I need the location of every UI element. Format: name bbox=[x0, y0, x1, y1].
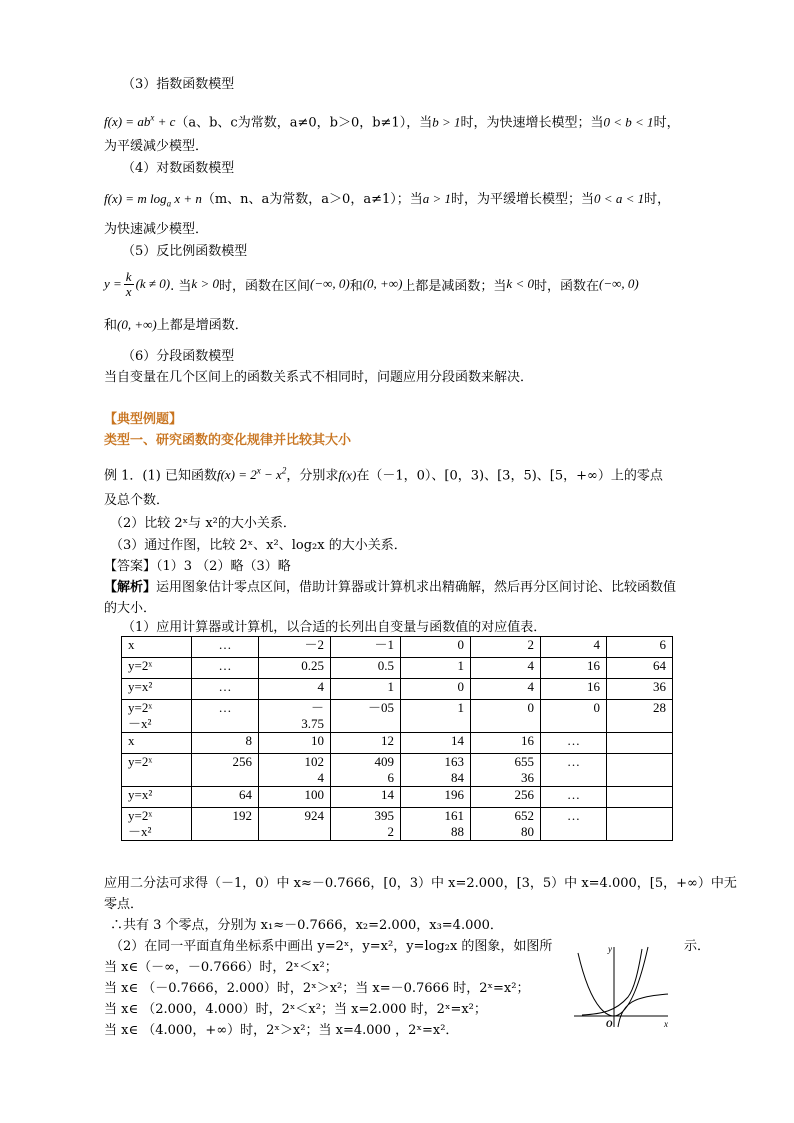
table-cell: 16 bbox=[541, 679, 607, 700]
table-cell: 6 bbox=[607, 637, 673, 658]
table-cell: －05 bbox=[331, 700, 401, 733]
table-cell: －2 bbox=[259, 637, 331, 658]
row-header-cell: y=2ˣ －x² bbox=[122, 808, 192, 841]
type-1-heading: 类型一、研究函数的变化规律并比较其大小 bbox=[104, 433, 352, 448]
example-1-line-2: 及总个数． bbox=[104, 493, 170, 508]
compare-line-2: 当 x∈ （－0.7666，2.000）时，2ˣ＞x²；当 x=－0.7666 时，2ˣ=x²； bbox=[104, 981, 530, 996]
table-cell: －1 bbox=[331, 637, 401, 658]
table-cell: 161 88 bbox=[401, 808, 471, 841]
table-cell: 2 bbox=[471, 637, 541, 658]
log-curve bbox=[618, 994, 668, 1027]
section-3-formula-line: $f(x) = ab^x + c(a$、b、c为常数，a≠0，b＞0，b≠1），当b > 1时，为快速增长模型；当0 < b < 1时， bbox=[104, 113, 680, 131]
analysis-line-2: 的大小． bbox=[104, 601, 157, 616]
table-cell: … bbox=[192, 700, 259, 733]
table-cell: 192 bbox=[192, 808, 259, 841]
table-cell: 0 bbox=[541, 700, 607, 733]
table-cell: 102 4 bbox=[259, 754, 331, 787]
graph-intro: （2）在同一平面直角坐标系中画出 y=2ˣ，y=x²，y=log₂x 的图象，如图所 bbox=[110, 939, 553, 954]
exponential-curve bbox=[582, 949, 642, 1015]
exp-formula: $f(x) = ab^x + c$ bbox=[104, 113, 176, 130]
table-cell: 14 bbox=[331, 787, 401, 808]
table-cell: 0.25 bbox=[259, 658, 331, 679]
row-header-cell: y=x² bbox=[122, 787, 192, 808]
zeros-summary: ∴共有 3 个零点，分别为 x₁≈－0.7666，x₂=2.000，x₃=4.000． bbox=[110, 918, 503, 933]
bisection-line-1: 应用二分法可求得（－1，0）中 x≈－0.7666，[0，3）中 x=2.000，[3，5）中 x=4.000，[5，+∞）中无 bbox=[104, 876, 737, 891]
table-cell bbox=[607, 787, 673, 808]
compare-line-1: 当 x∈（－∞，－0.7666）时，2ˣ＜x²； bbox=[104, 960, 338, 975]
section-6-desc: 当自变量在几个区间上的函数关系式不相同时，问题应用分段函数来解决． bbox=[104, 370, 534, 385]
table-cell: 1 bbox=[401, 658, 471, 679]
table-cell: 163 84 bbox=[401, 754, 471, 787]
row-header-cell: y=2ˣ bbox=[122, 754, 192, 787]
table-cell: 36 bbox=[607, 679, 673, 700]
graph-intro-end: 示． bbox=[684, 939, 711, 954]
table-cell: 256 bbox=[192, 754, 259, 787]
function-graph-figure bbox=[572, 943, 672, 1029]
table-row bbox=[122, 679, 673, 700]
table-cell: － 3.75 bbox=[259, 700, 331, 733]
exp-desc: （a、b、c为常数，a≠0，b＞0，b≠1），当 bbox=[175, 115, 433, 131]
table-cell: … bbox=[192, 658, 259, 679]
table-cell: 28 bbox=[607, 700, 673, 733]
typical-examples-heading: 【典型例题】 bbox=[104, 412, 183, 427]
table-cell: 256 bbox=[471, 787, 541, 808]
table-cell: … bbox=[541, 808, 607, 841]
table-row bbox=[122, 754, 673, 787]
section-5-cont: 和(0, +∞)上都是增函数． bbox=[104, 317, 248, 333]
table-row bbox=[122, 658, 673, 679]
table-cell: 64 bbox=[192, 787, 259, 808]
answer-line: 【答案】（1）3 （2）略（3）略 bbox=[104, 559, 291, 574]
table-cell: 395 2 bbox=[331, 808, 401, 841]
compare-line-3: 当 x∈ （2.000，4.000）时，2ˣ＜x²；当 x=2.000 时，2ˣ=x²； bbox=[104, 1002, 487, 1017]
table-cell: 4 bbox=[259, 679, 331, 700]
table-cell: … bbox=[541, 754, 607, 787]
table-cell: … bbox=[541, 733, 607, 754]
section-4-formula-line: f(x) = m $\log_a x + n(m$、n、a为常数，a＞0，a≠1）；当a > 1时，为平缓增长模型；当0 < a < 1时， bbox=[104, 191, 671, 209]
origin-label: O bbox=[606, 1019, 613, 1029]
table-cell: 409 6 bbox=[331, 754, 401, 787]
table-cell: 1 bbox=[401, 700, 471, 733]
table-cell: 100 bbox=[259, 787, 331, 808]
table-cell: 0.5 bbox=[331, 658, 401, 679]
table-cell: 16 bbox=[541, 658, 607, 679]
table-row bbox=[122, 700, 673, 733]
table-cell: 4 bbox=[541, 637, 607, 658]
row-header-cell: y=2ˣ －x² bbox=[122, 700, 192, 733]
section-5-title: （5）反比例函数模型 bbox=[122, 244, 248, 259]
table-cell: … bbox=[192, 679, 259, 700]
y-axis-label: y bbox=[608, 944, 612, 954]
example-1-line-1: 例 1．(1) 已知函数$f(x) = 2^x - x^2$，分别求f(x)在（－1，0）、[0，3)、[3，5)、[5，+∞）上的零点 bbox=[104, 466, 663, 484]
table-cell: 16 bbox=[471, 733, 541, 754]
example-1-q3: （3）通过作图，比较 2ˣ、x²、log₂x 的大小关系． bbox=[110, 538, 407, 553]
parabola-curve bbox=[578, 947, 648, 1016]
table-cell bbox=[607, 754, 673, 787]
x-axis-label: x bbox=[664, 1019, 668, 1029]
row-header-cell: x bbox=[122, 637, 192, 658]
section-4-title: （4）对数函数模型 bbox=[122, 161, 235, 176]
table-row bbox=[122, 637, 673, 658]
table-cell: 0 bbox=[401, 679, 471, 700]
section-3-cont: 为平缓减少模型． bbox=[104, 139, 209, 154]
table-cell: 12 bbox=[331, 733, 401, 754]
section-6-title: （6）分段函数模型 bbox=[122, 349, 235, 364]
bisection-line-2: 零点． bbox=[104, 897, 144, 912]
table-row bbox=[122, 733, 673, 754]
table-cell: 652 80 bbox=[471, 808, 541, 841]
table-cell bbox=[607, 808, 673, 841]
table-cell: 64 bbox=[607, 658, 673, 679]
table-cell: … bbox=[192, 637, 259, 658]
table-cell: 8 bbox=[192, 733, 259, 754]
fraction-k-over-x: $\frac{k}{x}$ bbox=[125, 268, 132, 299]
row-header-cell: y=x² bbox=[122, 679, 192, 700]
section-3-title: （3）指数函数模型 bbox=[122, 77, 235, 92]
table-cell: 10 bbox=[259, 733, 331, 754]
compare-line-4: 当 x∈ （4.000，+∞）时，2ˣ＞x²；当 x=4.000 ，2ˣ=x²． bbox=[104, 1023, 459, 1038]
table-row bbox=[122, 808, 673, 841]
example-1-q2: （2）比较 2ˣ与 x²的大小关系． bbox=[110, 516, 296, 531]
table-cell: 196 bbox=[401, 787, 471, 808]
analysis-line: 【解析】运用图象估计零点区间，借助计算器或计算机求出精确解，然后再分区间讨论、比较函数值 bbox=[104, 580, 677, 595]
table-intro: （1）应用计算器或计算机，以合适的长列出自变量与函数值的对应值表． bbox=[122, 620, 547, 635]
table-cell bbox=[607, 733, 673, 754]
table-cell: 1 bbox=[331, 679, 401, 700]
row-header-cell: y=2ˣ bbox=[122, 658, 192, 679]
section-5-formula-line: y = $\frac{k}{x}$ (k ≠ 0) . 当 k > 0 时，函数在区间 (−∞, 0) 和 (0, +∞) 上都是减函数；当 k < 0 时，函数在 (−∞, 0) bbox=[104, 268, 639, 299]
section-4-cont: 为快速减少模型． bbox=[104, 222, 209, 237]
value-table bbox=[121, 636, 673, 841]
table-cell: 924 bbox=[259, 808, 331, 841]
table-row bbox=[122, 787, 673, 808]
table-cell: 0 bbox=[471, 700, 541, 733]
table-cell: … bbox=[541, 787, 607, 808]
table-cell: 4 bbox=[471, 679, 541, 700]
row-header-cell: x bbox=[122, 733, 192, 754]
table-cell: 4 bbox=[471, 658, 541, 679]
table-cell: 655 36 bbox=[471, 754, 541, 787]
log-formula: f(x) = m $\log_a x + n$ bbox=[104, 191, 202, 209]
table-cell: 0 bbox=[401, 637, 471, 658]
table-cell: 14 bbox=[401, 733, 471, 754]
